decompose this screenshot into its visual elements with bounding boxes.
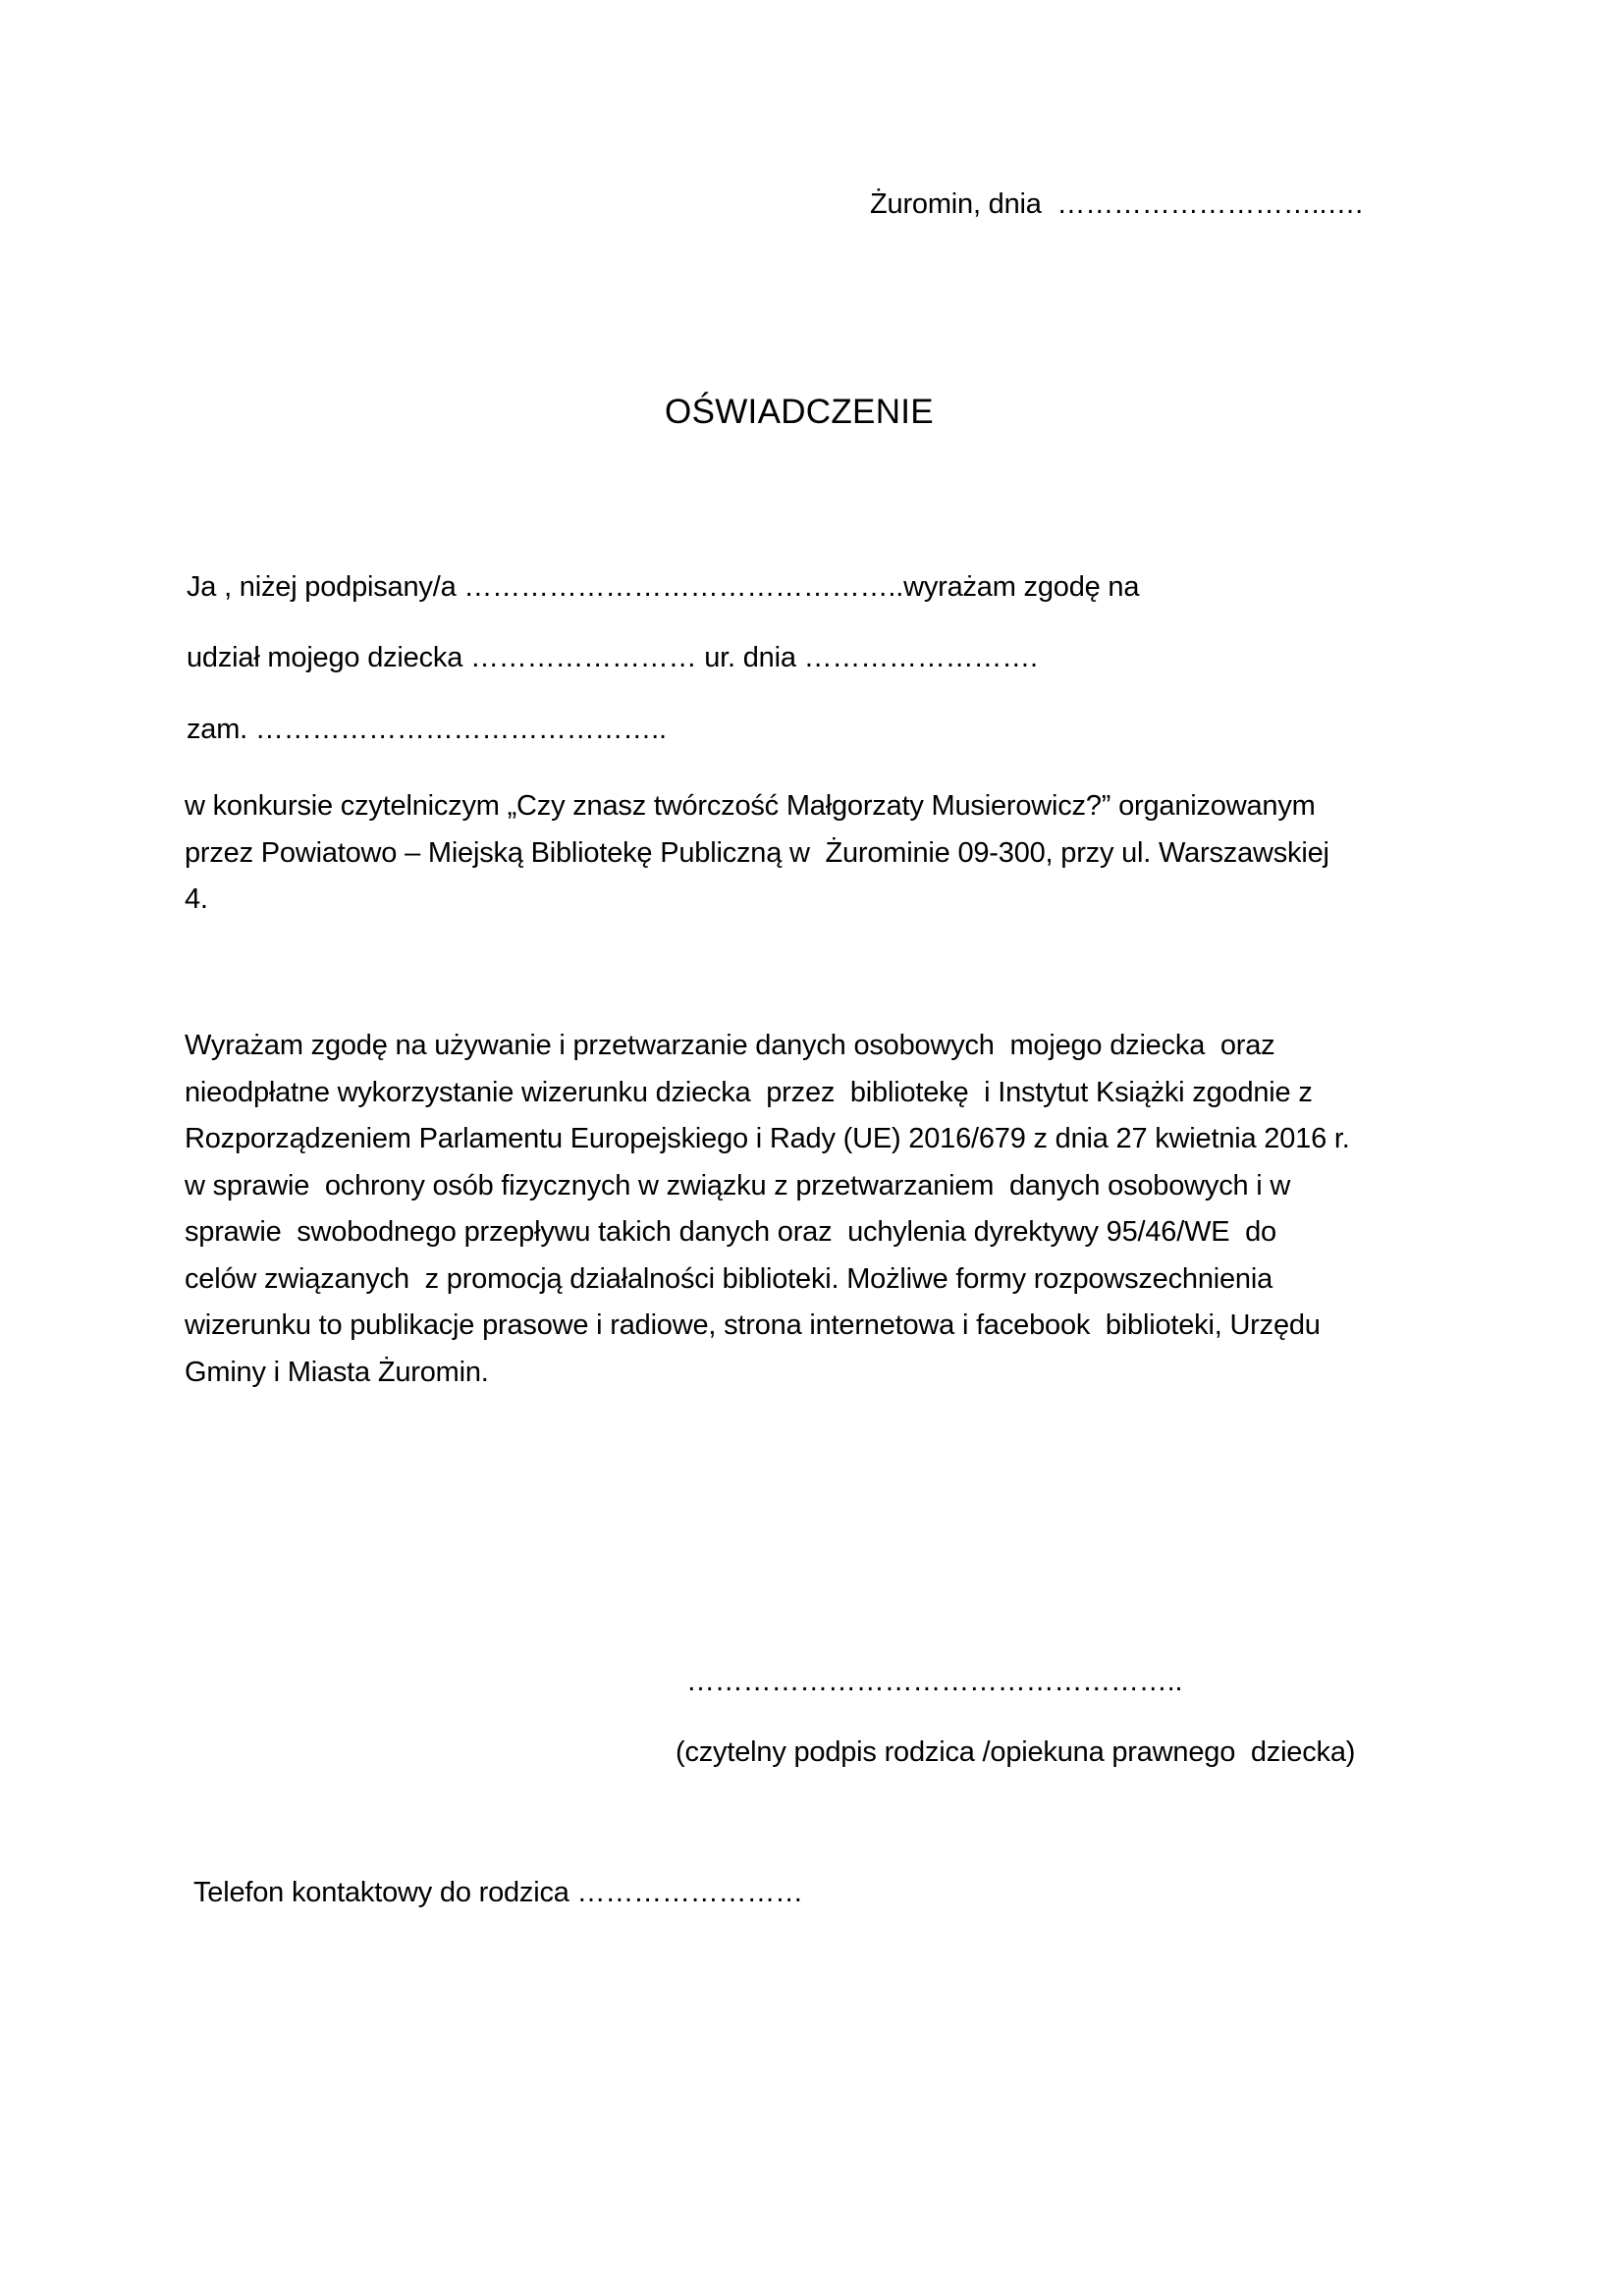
contact-phone-fill-line: Telefon kontaktowy do rodzica …………………… [193, 1877, 803, 1908]
contest-paragraph-line: w konkursie czytelniczym „Czy znasz twórczość Małgorzaty Musierowicz?” organizowanym [185, 790, 1316, 822]
rodo-paragraph-line: sprawie swobodnego przepływu takich danych oraz uchylenia dyrektywy 95/46/WE do [185, 1216, 1276, 1248]
rodo-paragraph-line: nieodpłatne wykorzystanie wizerunku dziecka przez bibliotekę i Instytut Książki zgodnie z [185, 1076, 1313, 1108]
rodo-consent-paragraph [185, 1023, 1350, 1396]
rodo-paragraph-line: wizerunku to publikacje prasowe i radiowe, strona internetowa i facebook biblioteki, Urzędu [185, 1309, 1321, 1341]
address-fill-line: zam. …………………………………….. [187, 714, 667, 745]
rodo-paragraph-line: celów związanych z promocją działalności biblioteki. Możliwe formy rozpowszechnienia [185, 1262, 1273, 1295]
signature-fill-line: …………………………………………….. [686, 1666, 1183, 1697]
rodo-paragraph-line: Rozporządzeniem Parlamentu Europejskiego i Rady (UE) 2016/679 z dnia 27 kwietnia 2016 r. [185, 1123, 1350, 1154]
rodo-paragraph-line: w sprawie ochrony osób fizycznych w związku z przetwarzaniem danych osobowych i w [185, 1169, 1291, 1201]
contest-paragraph-line: przez Powiatowo – Miejską Bibliotekę Publiczną w Żurominie 09-300, przy ul. Warszawskiej [185, 836, 1329, 869]
child-name-birthdate-fill-line: udział mojego dziecka …………………… ur. dnia ……………………. [187, 642, 1038, 673]
rodo-paragraph-line: Wyrażam zgodę na używanie i przetwarzanie danych osobowych mojego dziecka oraz [185, 1030, 1275, 1061]
date-line: Żuromin, dnia ………………………..…. [870, 188, 1363, 220]
rodo-paragraph-line: Gminy i Miasta Żuromin. [185, 1356, 489, 1388]
contest-paragraph-line: 4. [185, 883, 208, 915]
page-title: OŚWIADCZENIE [665, 393, 934, 431]
contest-paragraph [185, 783, 1329, 924]
signature-caption: (czytelny podpis rodzica /opiekuna prawnego dziecka) [676, 1736, 1356, 1768]
declarant-name-fill-line: Ja , niżej podpisany/a ………………………………………..wyrażam zgodę na [187, 571, 1140, 603]
